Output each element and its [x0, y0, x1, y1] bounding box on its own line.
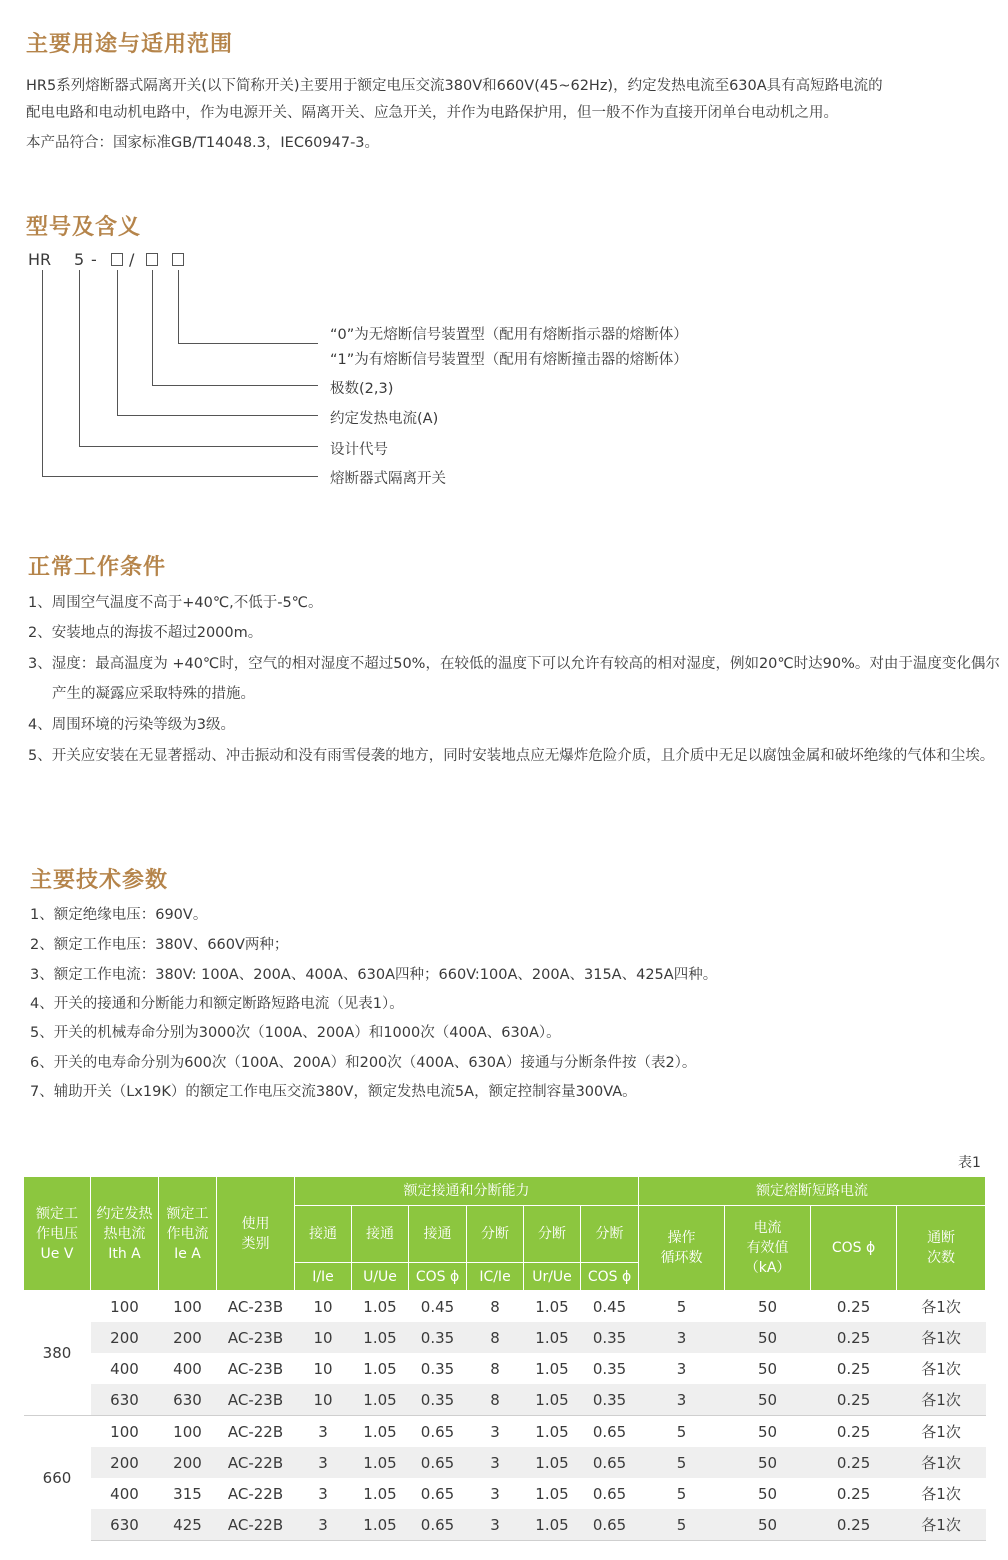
conditions-section-title: 正常工作条件 — [28, 555, 167, 580]
header-cos-phi: COS ϕ — [811, 1206, 897, 1291]
table-cell: 5 — [639, 1291, 725, 1323]
table-cell: 10 — [313, 1359, 333, 1378]
header-make: 接通 — [409, 1206, 467, 1263]
condition-item: 5、开关应安装在无显著摇动、冲击振动和没有雨雪侵袭的地方，同时安装地点应无爆炸危险介质，且介质中无足以腐蚀金属和破坏绝缘的气体和尘埃。 — [28, 748, 995, 764]
table-cell: 425 — [159, 1509, 217, 1541]
table-row — [24, 1478, 986, 1509]
table-cell: AC-23B — [217, 1384, 295, 1416]
table-cell: 3 — [318, 1484, 328, 1503]
header-sub: I/Ie — [295, 1263, 352, 1291]
voltage-cell: 380 — [24, 1291, 91, 1416]
table-cell: 0.45 — [581, 1291, 639, 1323]
table-cell: 200 — [91, 1322, 159, 1353]
header-ith: 约定发热 热电流 Ith A — [91, 1177, 159, 1291]
table-cell: 各1次 — [897, 1384, 986, 1416]
table-cell: 0.65 — [592, 1484, 627, 1503]
model-separator-slash: / — [129, 250, 135, 269]
table-cell: 1.05 — [535, 1359, 569, 1378]
table-cell: AC-22B — [217, 1447, 295, 1478]
header-short-circuit: 额定熔断短路电流 — [639, 1177, 986, 1206]
model-desc-current: 约定发热电流(A) — [330, 411, 439, 427]
table-cell: 0.35 — [592, 1359, 627, 1378]
param-item: 1、额定绝缘电压：690V。 — [30, 907, 208, 923]
table-cell: 1.05 — [363, 1359, 397, 1378]
header-ie: 额定工 作电流 Ie A — [159, 1177, 217, 1291]
table-cell: 0.45 — [409, 1291, 467, 1323]
table-row — [24, 1416, 986, 1448]
current-placeholder-box — [111, 253, 123, 266]
usage-line-3: 本产品符合：国家标准GB/T14048.3，IEC60947-3。 — [26, 135, 380, 151]
model-prefix: HR — [28, 250, 52, 269]
table-cell: 3 — [639, 1322, 725, 1353]
table-cell: 5 — [639, 1416, 725, 1448]
condition-item: 3、湿度：最高温度为 +40℃时，空气的相对湿度不超过50%，在较低的温度下可以允许有较高的相对湿度，例如20℃时达90%。对由于温度变化偶尔产生的凝露应采取特殊的措施。 — [28, 656, 1000, 702]
header-break: 分断 — [467, 1206, 524, 1263]
table-cell: 3 — [295, 1509, 352, 1541]
table-cell: 0.25 — [811, 1447, 897, 1478]
table-cell: 50 — [725, 1322, 811, 1353]
table-cell: 0.35 — [409, 1384, 467, 1416]
table-cell: 各1次 — [897, 1322, 986, 1353]
param-item: 2、额定工作电压：380V、660V两种； — [30, 937, 289, 953]
table-row — [24, 1384, 986, 1416]
header-sub: COS ϕ — [409, 1263, 467, 1291]
signal-placeholder-box — [172, 253, 184, 266]
table-cell: 1.05 — [363, 1484, 397, 1503]
table-cell: 5 — [676, 1484, 687, 1503]
table-cell: 10 — [295, 1291, 352, 1323]
table-cell: 630 — [91, 1384, 159, 1416]
model-design-code: 5 — [74, 250, 85, 269]
poles-placeholder-box — [146, 253, 158, 266]
table-row — [24, 1291, 986, 1323]
header-sub: IC/Ie — [467, 1263, 524, 1291]
table-cell: 8 — [467, 1384, 524, 1416]
table-cell: 0.25 — [811, 1384, 897, 1416]
header-break: 分断 — [524, 1206, 581, 1263]
table-cell: 0.35 — [581, 1384, 639, 1416]
table-cell: 200 — [159, 1447, 217, 1478]
table-cell: 0.65 — [581, 1447, 639, 1478]
table-cell: 3 — [676, 1359, 687, 1378]
table-cell: AC-22B — [217, 1416, 295, 1448]
table-cell: 0.65 — [581, 1509, 639, 1541]
table-cell: AC-23B — [217, 1291, 295, 1323]
table-cell: 3 — [467, 1447, 524, 1478]
model-section-title: 型号及含义 — [26, 215, 142, 240]
header-sub: Ur/Ue — [524, 1263, 581, 1291]
table-cell: 各1次 — [897, 1291, 986, 1323]
table-caption: 表1 — [958, 1155, 981, 1171]
table-cell: 3 — [467, 1509, 524, 1541]
param-item: 5、开关的机械寿命分别为3000次（100A、200A）和1000次（400A、630A）。 — [30, 1025, 561, 1041]
table-cell: 0.35 — [420, 1359, 455, 1378]
table-cell: 0.65 — [409, 1509, 467, 1541]
header-sub: U/Ue — [352, 1263, 409, 1291]
table-row — [24, 1353, 986, 1384]
table-cell: 50 — [725, 1509, 811, 1541]
table-cell: 各1次 — [921, 1360, 961, 1378]
model-desc-type: 熔断器式隔离开关 — [330, 471, 446, 487]
table-cell: 200 — [159, 1322, 217, 1353]
table-cell: 1.05 — [352, 1384, 409, 1416]
table-cell: 5 — [639, 1509, 725, 1541]
table-cell: 200 — [91, 1447, 159, 1478]
table-cell: 100 — [91, 1291, 159, 1323]
table-cell: 315 — [173, 1484, 202, 1503]
table-cell: 各1次 — [897, 1447, 986, 1478]
header-category: 使用 类别 — [217, 1177, 295, 1291]
spec-table — [23, 1176, 986, 1541]
table-cell: 100 — [91, 1416, 159, 1448]
model-desc-poles: 极数(2,3) — [330, 381, 394, 397]
table-cell: 3 — [295, 1416, 352, 1448]
table-cell: AC-23B — [217, 1322, 295, 1353]
table-cell: 1.05 — [524, 1509, 581, 1541]
table-cell: 0.25 — [836, 1359, 871, 1378]
table-cell: 8 — [490, 1359, 500, 1378]
table-cell: 0.65 — [409, 1416, 467, 1448]
header-ue: 额定工 作电压 Ue V — [24, 1177, 91, 1291]
params-section-title: 主要技术参数 — [30, 868, 169, 893]
table-cell: 400 — [173, 1359, 202, 1378]
table-cell: 1.05 — [524, 1384, 581, 1416]
model-separator-dash: - — [91, 250, 97, 269]
table-cell: 3 — [467, 1416, 524, 1448]
table-cell: 各1次 — [897, 1416, 986, 1448]
table-cell: AC-23B — [227, 1359, 284, 1378]
header-current-rms: 电流 有效值 （kA） — [725, 1206, 811, 1291]
table-cell: 630 — [91, 1509, 159, 1541]
table-cell: 1.05 — [352, 1447, 409, 1478]
table-cell: 10 — [295, 1384, 352, 1416]
header-make: 接通 — [352, 1206, 409, 1263]
table-cell: 8 — [467, 1322, 524, 1353]
table-cell: 各1次 — [897, 1509, 986, 1541]
usage-line-1: HR5系列熔断器式隔离开关(以下简称开关)主要用于额定电压交流380V和660V(45~62Hz)，约定发热电流至630A具有高短路电流的 — [26, 78, 883, 94]
table-cell: 0.25 — [811, 1416, 897, 1448]
table-cell: 1.05 — [524, 1447, 581, 1478]
table-cell: 50 — [725, 1384, 811, 1416]
table-cell: 0.65 — [420, 1484, 455, 1503]
table-cell: 50 — [725, 1447, 811, 1478]
table-cell: 5 — [639, 1447, 725, 1478]
table-cell: 0.25 — [811, 1322, 897, 1353]
model-desc-design: 设计代号 — [330, 442, 388, 458]
table-cell: 100 — [159, 1291, 217, 1323]
table-cell: 10 — [295, 1322, 352, 1353]
model-desc-signal-1: “1”为有熔断信号装置型（配用有熔断撞击器的熔断体） — [330, 352, 688, 368]
table-row — [24, 1322, 986, 1353]
table-cell: 50 — [758, 1359, 778, 1378]
table-cell: 1.05 — [352, 1322, 409, 1353]
table-cell: 0.35 — [409, 1322, 467, 1353]
table-cell: 630 — [159, 1384, 217, 1416]
table-cell: 8 — [467, 1291, 524, 1323]
table-cell: 1.05 — [524, 1291, 581, 1323]
table-cell: 50 — [725, 1416, 811, 1448]
table-cell: AC-22B — [217, 1509, 295, 1541]
table-cell: 1.05 — [352, 1509, 409, 1541]
table-cell: 1.05 — [524, 1416, 581, 1448]
table-cell: 0.35 — [581, 1322, 639, 1353]
table-cell: 1.05 — [524, 1322, 581, 1353]
header-count: 通断 次数 — [897, 1206, 986, 1291]
header-break: 分断 — [581, 1206, 639, 1263]
table-cell: 0.25 — [811, 1509, 897, 1541]
table-cell: 50 — [758, 1484, 778, 1503]
usage-line-2: 配电电路和电动机电路中，作为电源开关、隔离开关、应急开关，并作为电路保护用，但一般不作为直接开闭单台电动机之用。 — [26, 105, 838, 121]
table-cell: 0.25 — [836, 1484, 871, 1503]
header-make: 接通 — [295, 1206, 352, 1263]
param-item: 7、辅助开关（Lx19K）的额定工作电压交流380V，额定发热电流5A，额定控制容量300VA。 — [30, 1084, 637, 1100]
table-cell: 1.05 — [535, 1484, 569, 1503]
condition-item: 1、周围空气温度不高于+40℃,不低于-5℃。 — [28, 595, 323, 611]
table-row — [24, 1447, 986, 1478]
table-cell: 3 — [490, 1484, 500, 1503]
table-cell: 400 — [110, 1484, 139, 1503]
voltage-cell: 660 — [24, 1416, 91, 1541]
usage-section-title: 主要用途与适用范围 — [26, 32, 234, 57]
table-cell: 3 — [295, 1447, 352, 1478]
param-item: 3、额定工作电流：380V: 100A、200A、400A、630A四种；660V:100A、200A、315A、425A四种。 — [30, 967, 718, 983]
table-cell: 0.25 — [811, 1291, 897, 1323]
header-making-breaking: 额定接通和分断能力 — [295, 1177, 639, 1206]
table-cell: 0.65 — [581, 1416, 639, 1448]
header-op-cycles: 操作 循环数 — [639, 1206, 725, 1291]
table-cell: AC-22B — [227, 1484, 284, 1503]
table-cell: 1.05 — [352, 1416, 409, 1448]
param-item: 6、开关的电寿命分别为600次（100A、200A）和200次（400A、630A）接通与分断条件按（表2）。 — [30, 1055, 697, 1071]
condition-item: 2、安装地点的海拔不超过2000m。 — [28, 625, 263, 641]
model-desc-signal-0: “0”为无熔断信号装置型（配用有熔断指示器的熔断体） — [330, 327, 688, 343]
table-row — [24, 1509, 986, 1541]
table-cell: 0.65 — [409, 1447, 467, 1478]
table-cell: 50 — [725, 1291, 811, 1323]
table-cell: 3 — [639, 1384, 725, 1416]
condition-item: 4、周围环境的污染等级为3级。 — [28, 717, 235, 733]
header-sub: COS ϕ — [581, 1263, 639, 1291]
table-cell: 1.05 — [352, 1291, 409, 1323]
param-item: 4、开关的接通和分断能力和额定断路短路电流（见表1）。 — [30, 996, 404, 1012]
table-cell: 100 — [159, 1416, 217, 1448]
table-cell: 400 — [110, 1359, 139, 1378]
table-cell: 各1次 — [921, 1485, 961, 1503]
